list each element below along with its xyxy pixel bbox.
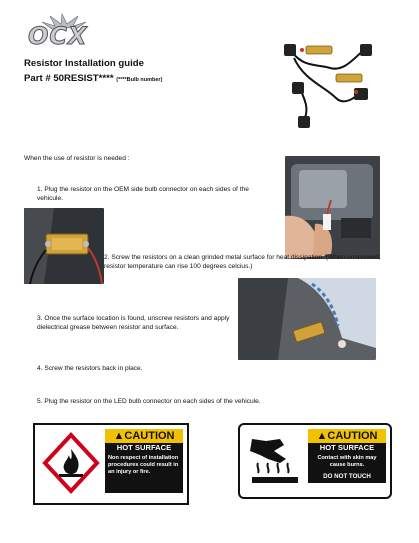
caution-header-right: ▲CAUTION <box>308 429 386 443</box>
resistor-mounted-photo <box>24 208 104 284</box>
resistor-harness-photo <box>274 28 380 132</box>
part-number-note: (****Bulb number) <box>116 77 163 83</box>
step-4: 4. Screw the resistors back in place. <box>37 365 143 372</box>
warning-body-left: Non respect of installation procedures could result in an injury or fire. <box>105 453 183 493</box>
do-not-touch-label: DO NOT TOUCH <box>308 473 386 483</box>
hot-surface-label-right: HOT SURFACE <box>308 443 386 453</box>
flame-hazard-icon <box>39 429 103 497</box>
step-3: 3. Once the surface location is found, unscrew resistors and apply dielectrical grease between resistor and surface. <box>37 315 230 331</box>
intro-text: When the use of resistor is needed : <box>24 155 130 162</box>
warning-label-left <box>33 423 189 505</box>
logo-text: OCX <box>28 22 88 50</box>
step-1: 1. Plug the resistor on the OEM side bulb connector on each sides of the vehicule. <box>37 186 249 202</box>
part-number-text: Part # 50RESIST**** <box>24 73 114 84</box>
warning-body-right: Contact with skin may cause burns. <box>308 453 386 473</box>
warning-label-right <box>238 423 392 499</box>
caution-header-left: ▲CAUTION <box>105 429 183 443</box>
page-title: Resistor Installation guide <box>24 58 144 69</box>
hot-surface-hand-icon <box>246 429 304 493</box>
headlight-connector-photo <box>285 156 380 259</box>
caution-triangle-icon: ▲ <box>316 430 328 442</box>
caution-triangle-icon: ▲ <box>113 430 125 442</box>
grease-application-photo <box>238 278 376 360</box>
step-2: 2. Screw the resistors on a clean grinded metal surface for heat dissipation. (When unscrewed, resistor temperature can rise 100 degrees celcius.) <box>104 254 381 270</box>
hot-surface-label-left: HOT SURFACE <box>105 443 183 453</box>
step-5: 5. Plug the resistor on the LED bulb connector on each sides of the vehicule. <box>37 398 261 405</box>
part-number <box>24 73 162 84</box>
